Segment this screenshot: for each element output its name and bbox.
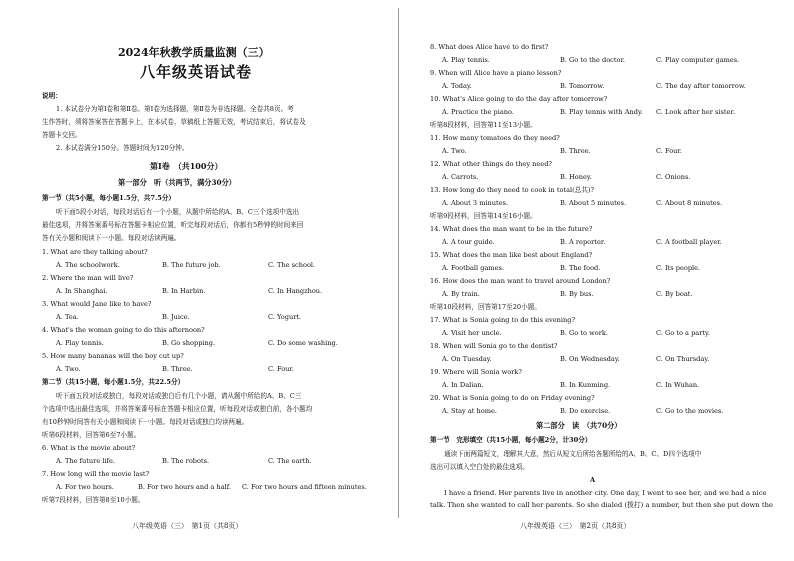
passage-label: A bbox=[590, 476, 596, 484]
question-18: 18. When will Sonia go to the dentist? bbox=[430, 342, 558, 350]
exam-subtitle: 八年级英语试卷 bbox=[140, 63, 253, 81]
question-20: 20. What is Sonia going to do on Friday evening? bbox=[430, 394, 595, 402]
page-1-footer: 八年级英语（三） 第1页（共8页） bbox=[132, 522, 243, 530]
q18-option-c: C. On Thursday. bbox=[656, 355, 710, 363]
q13-option-a: A. About 3 minutes. bbox=[442, 199, 509, 207]
q15-option-b: B. The food. bbox=[560, 264, 601, 272]
q6-option-a: A. The future life. bbox=[56, 457, 115, 465]
material-7-note: 听第7段材料，回答第8至10小题。 bbox=[42, 496, 145, 504]
q6-option-b: B. The robots. bbox=[162, 457, 210, 465]
question-4: 4. What's the woman going to do this afternoon? bbox=[42, 326, 205, 334]
section-2-heading: 第二节（共15小题，每小题1.5分，共22.5分） bbox=[42, 378, 185, 386]
question-3: 3. What would Jane like to have? bbox=[42, 300, 152, 308]
q12-option-c: C. Onions. bbox=[656, 173, 691, 181]
q13-option-c: C. About 8 minutes. bbox=[656, 199, 723, 207]
section-1-instr-2: 最佳选项，并将答案番号标在答题卡相应位置，听完每段对话后，你都有5秒钟的时间来回 bbox=[42, 221, 304, 229]
q5-option-c: C. Four. bbox=[268, 365, 294, 373]
q20-option-a: A. Stay at home. bbox=[442, 407, 498, 415]
question-5: 5. How many bananas will the boy cut up? bbox=[42, 352, 184, 360]
q8-option-b: B. Go to the doctor. bbox=[560, 56, 626, 64]
q8-option-c: C. Play computer games. bbox=[656, 56, 740, 64]
question-2: 2. Where the man will live? bbox=[42, 274, 134, 282]
question-14: 14. What does the man want to be in the future? bbox=[430, 225, 593, 233]
section-2-instr-1: 听下面五段对话或独白，每段对话或独白后有几个小题，请从题中所给的A、B、C三 bbox=[56, 392, 302, 400]
q16-option-b: B. By bus. bbox=[560, 290, 594, 298]
q12-option-a: A. Carrots. bbox=[442, 173, 479, 181]
q3-option-a: A. Tea. bbox=[56, 313, 79, 321]
q10-option-c: C. Look after her sister. bbox=[656, 108, 735, 116]
q15-option-c: C. Its people. bbox=[656, 264, 701, 272]
q4-option-c: C. Do some washing. bbox=[268, 339, 338, 347]
part-2-heading: 第二部分 读 （共70分） bbox=[536, 421, 622, 430]
q2-option-a: A. In Shanghai. bbox=[56, 287, 108, 295]
cloze-instr-1: 通读下面两篇短文，理解其大意，然后从短文后所给各题所给的A、B、C、D四个选项中 bbox=[444, 450, 702, 458]
question-15: 15. What does the man like best about England? bbox=[430, 251, 593, 259]
q3-option-c: C. Yogurt. bbox=[268, 313, 302, 321]
q5-option-a: A. Two. bbox=[56, 365, 81, 373]
q2-option-c: C. In Hangzhou. bbox=[268, 287, 323, 295]
part-1-heading: 第一部分 听（共两节，满分30分） bbox=[118, 178, 236, 187]
section-1-instr-1: 听下面5段小对话，每段对话后有一个小题，从题中所给的A、B、C三个选项中选出 bbox=[56, 208, 300, 216]
q19-option-a: A. In Dalian. bbox=[442, 381, 484, 389]
q7-option-b: B. For two hours and a half. bbox=[138, 483, 232, 491]
question-13: 13. How long do they need to cook in total(总共)? bbox=[430, 186, 595, 194]
page-2 bbox=[398, 0, 794, 561]
q7-option-a: A. For two hours. bbox=[56, 483, 114, 491]
question-7: 7. How long will the movie last? bbox=[42, 470, 150, 478]
q19-option-b: B. In Kunming. bbox=[560, 381, 611, 389]
q10-option-b: B. Play tennis with Andy. bbox=[560, 108, 643, 116]
q17-option-b: B. Go to work. bbox=[560, 329, 608, 337]
note-2: 2. 本试卷满分150分。答题时间为120分钟。 bbox=[56, 144, 189, 152]
q4-option-b: B. Go shopping. bbox=[162, 339, 216, 347]
q16-option-a: A. By train. bbox=[442, 290, 480, 298]
note-1-line-2: 生作答时，须将答案答在答题卡上，在本试卷、草稿纸上答题无效，考试结束后，将试卷及 bbox=[42, 118, 306, 126]
question-19: 19. Where will Sonia work? bbox=[430, 368, 522, 376]
question-12: 12. What other things do they need? bbox=[430, 160, 552, 168]
q20-option-c: C. Go to the movies. bbox=[656, 407, 724, 415]
material-6-note: 听第6段材料，回答第6至7小题。 bbox=[42, 431, 141, 439]
q3-option-b: B. Juice. bbox=[162, 313, 190, 321]
q9-option-a: A. Today. bbox=[442, 82, 472, 90]
q17-option-c: C. Go to a party. bbox=[656, 329, 710, 337]
material-10-note: 听第10段材料，回答第17至20小题。 bbox=[430, 303, 541, 311]
q10-option-a: A. Practice the piano. bbox=[442, 108, 514, 116]
notes-label: 说明： bbox=[42, 92, 62, 100]
q9-option-c: C. The day after tomorrow. bbox=[656, 82, 746, 90]
q11-option-a: A. Two. bbox=[442, 147, 467, 155]
cloze-heading-label: 第一节 完形填空（共15小题，每小题2分，计30分） bbox=[430, 436, 592, 444]
section-1-instr-3: 答有关小题和阅读下一小题。每段对话读两遍。 bbox=[42, 234, 181, 242]
section-2-instr-3: 有10秒钟时间答有关小题和阅读下一小题。每段对话或独白均读两遍。 bbox=[42, 418, 249, 426]
q16-option-c: C. By boat. bbox=[656, 290, 693, 298]
question-10: 10. What's Alice going to do the day after tomorrow? bbox=[430, 95, 608, 103]
question-11: 11. How many tomatoes do they need? bbox=[430, 134, 560, 142]
q6-option-c: C. The earth. bbox=[268, 457, 312, 465]
q12-option-b: B. Honey. bbox=[560, 173, 592, 181]
q11-option-c: C. Four. bbox=[656, 147, 682, 155]
q4-option-a: A. Play tennis. bbox=[56, 339, 104, 347]
exam-title: 2024年秋教学质量监测（三） bbox=[118, 46, 270, 59]
question-8: 8. What does Alice have to do first? bbox=[430, 43, 549, 51]
q1-option-a: A. The schoolwork. bbox=[56, 261, 120, 269]
q5-option-b: B. Three. bbox=[162, 365, 193, 373]
q13-option-b: B. About 5 minutes. bbox=[560, 199, 627, 207]
q9-option-b: B. Tomorrow. bbox=[560, 82, 605, 90]
q14-option-a: A. A tour guide. bbox=[442, 238, 495, 246]
q11-option-b: B. Three. bbox=[560, 147, 591, 155]
q19-option-c: C. In Wuhan. bbox=[656, 381, 700, 389]
passage-line-1: I have a friend. Her parents live in another city. One day, I went to see her, and we had a nice bbox=[444, 489, 767, 497]
q14-option-b: B. A reporter. bbox=[560, 238, 606, 246]
note-1-line-1: 1. 本试卷分为第Ⅰ卷和第Ⅱ卷。第Ⅰ卷为选择题，第Ⅱ卷为非选择题。全卷共8页。考 bbox=[56, 105, 294, 113]
volume-1-heading: 第Ⅰ卷 （共100分） bbox=[150, 161, 223, 171]
q2-option-b: B. In Harbin. bbox=[162, 287, 206, 295]
material-8-note: 听第8段材料，回答第11至13小题。 bbox=[430, 121, 537, 129]
q15-option-a: A. Football games. bbox=[442, 264, 505, 272]
q18-option-a: A. On Tuesday. bbox=[442, 355, 492, 363]
q1-option-c: C. The school. bbox=[268, 261, 316, 269]
passage-line-2: talk. Then she wanted to call her parents. So she dialed (拨打) a number, but then she put down the bbox=[430, 501, 773, 509]
question-6: 6. What is the movie about? bbox=[42, 444, 136, 452]
section-1-heading: 第一节（共5小题，每小题1.5分，共7.5分） bbox=[42, 194, 176, 202]
section-2-instr-2: 个选项中选出最佳选项，并将答案番号标在答题卡相应位置，听每段对话或独白前，各小题均 bbox=[42, 405, 313, 413]
q8-option-a: A. Play tennis. bbox=[442, 56, 490, 64]
question-17: 17. What is Sonia going to do this evening? bbox=[430, 316, 575, 324]
cloze-instr-2: 选出可以填入空白处的最佳选项。 bbox=[430, 463, 529, 471]
cloze-heading bbox=[430, 436, 591, 444]
q1-option-b: B. The future job. bbox=[162, 261, 221, 269]
q18-option-b: B. On Wednesday. bbox=[560, 355, 620, 363]
q17-option-a: A. Visit her uncle. bbox=[442, 329, 502, 337]
q7-option-c: C. For two hours and fifteen minutes. bbox=[242, 483, 367, 491]
question-9: 9. When will Alice have a piano lesson? bbox=[430, 69, 562, 77]
question-16: 16. How does the man want to travel around London? bbox=[430, 277, 611, 285]
q14-option-c: C. A football player. bbox=[656, 238, 722, 246]
page-2-footer: 八年级英语（三） 第2页（共8页） bbox=[520, 522, 631, 530]
note-1-line-3: 答题卡交回。 bbox=[42, 131, 82, 139]
q20-option-b: B. Do exercise. bbox=[560, 407, 611, 415]
question-1: 1. What are they talking about? bbox=[42, 248, 148, 256]
material-9-note: 听第9段材料，回答第14至16小题。 bbox=[430, 212, 537, 220]
